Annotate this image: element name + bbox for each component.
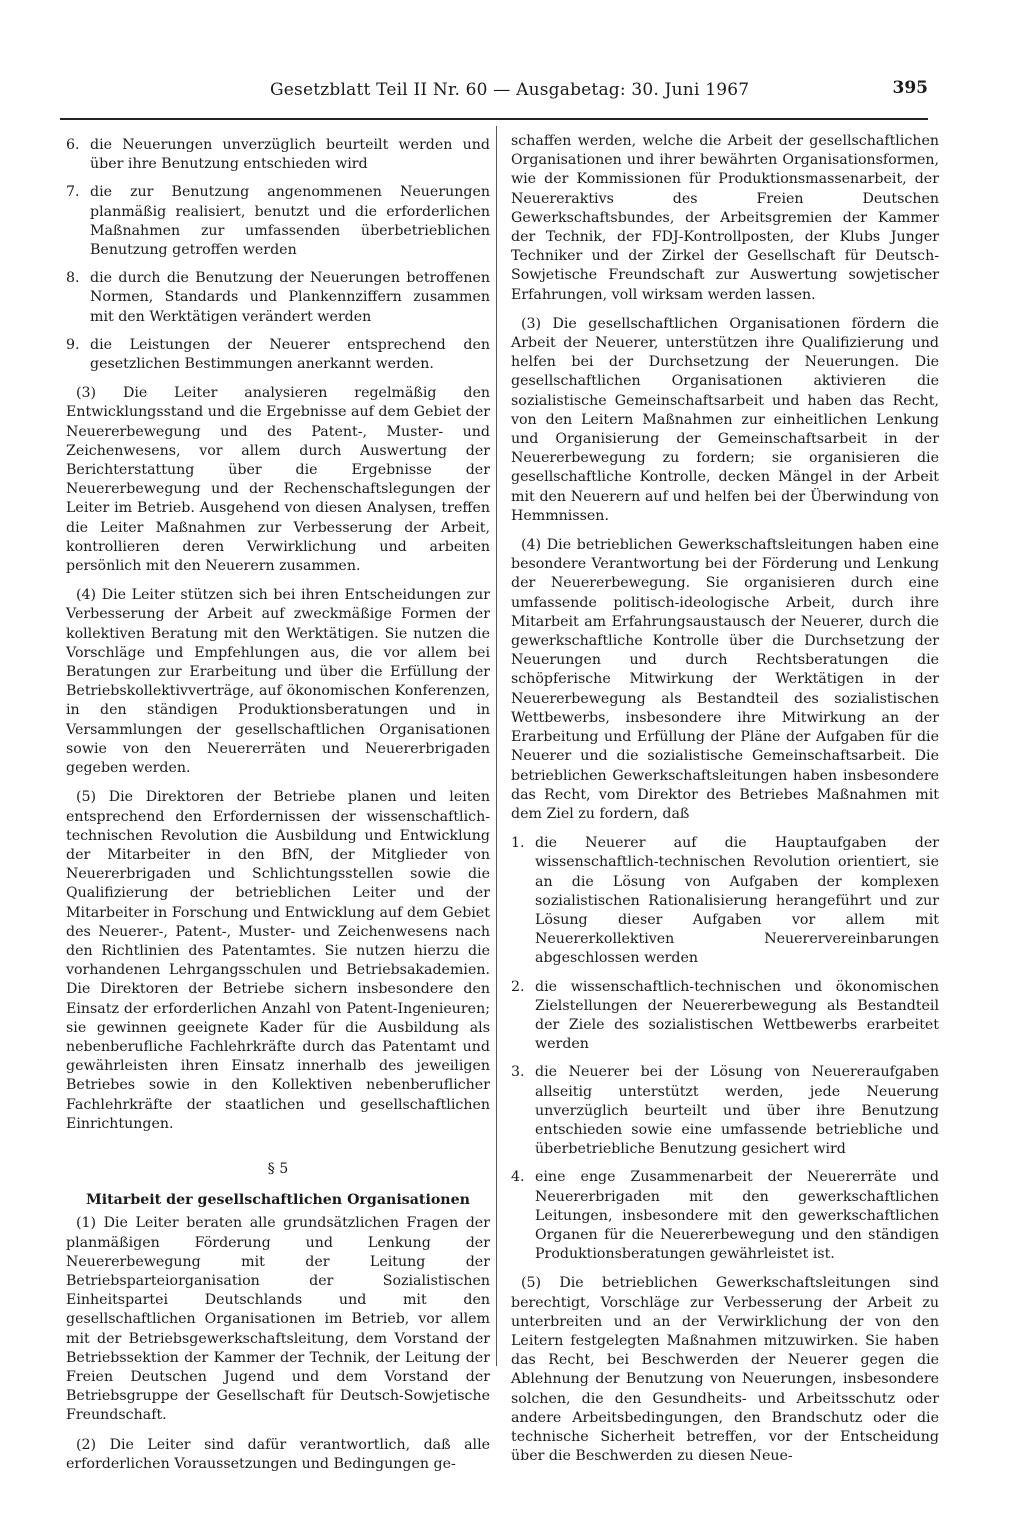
header-title: Gesetzblatt Teil II Nr. 60 — Ausgabetag: 30. Juni 1967 [270, 80, 750, 100]
item-number: 1. [511, 835, 525, 852]
item-number: 2. [511, 978, 525, 995]
section-paragraph-4: (4) Die betrieblichen Gewerkschaftsleitungen haben eine besondere Verantwortung bei der Förderung und Lenkung der Neuererbewegung. Sie organisieren durch eine umfassende politisch-ideologische Arbeit, durch ihre Mitarbeit am Erfahrungsaustausch der Neuerer, durch die gewerkschaftliche Kontrolle über die Durchsetzung der Neuerungen und durch Rechtsberatungen die schöpferische Mitwirkung der Werktätigen in der Neuererbewegung als Bestandteil des sozialistischen Wettbewerbs, insbesondere ihre Mitwirkung an der Erarbeitung und Erfüllung der Pläne der Aufgaben für die Neuerer und die sozialistische Gemeinschaftsarbeit. Die betrieblichen Gewerkschaftsleitungen haben insbesondere das Recht, vom Direktor des Betriebes Maßnahmen mit dem Ziel zu fordern, daß [511, 537, 939, 822]
item-text: eine enge Zusammenarbeit der Neuererräte und Neuererbrigaden mit den gewerkschaftlichen Leitungen, insbesondere mit den gewerkschaftlichen Organen für die Neuererbewegung und den ständigen Produktionsberatungen gewährleistet ist. [535, 1169, 939, 1263]
list-item [511, 1168, 939, 1264]
column-divider [496, 126, 497, 1366]
item-text: die Neuerer bei der Lösung von Neuereraufgaben allseitig unterstützt werden, jede Neuerung unverzüglich beurteilt und über ihre Benutzung entschieden sowie eine umfassende betriebliche und überbetriebliche Benutzung gesichert wird [535, 1064, 939, 1158]
item-text: die zur Benutzung angenommenen Neuerungen planmäßig realisiert, benutzt und die erforderlichen Maßnahmen zur umfassenden überbetrieblichen Benutzung getroffen werden [90, 184, 490, 259]
page-number: 395 [892, 78, 928, 98]
left-item-list [66, 136, 490, 374]
item-number: 6. [66, 137, 80, 153]
list-item [66, 136, 490, 174]
item-text: die wissenschaftlich-technischen und ökonomischen Zielstellungen der Neuererbewegung als Bestandteil der Ziele des sozialistischen Wettbewerbs erarbeitet werden [535, 978, 939, 1053]
item-number: 9. [66, 336, 80, 353]
section-title: Mitarbeit der gesellschaftlichen Organisationen [86, 1192, 470, 1209]
section-paragraph-2: (2) Die Leiter sind dafür verantwortlich, daß alle erforderlichen Voraussetzungen und Bedingungen ge- [66, 1436, 490, 1472]
item-number: 3. [511, 1064, 525, 1081]
item-text: die durch die Benutzung der Neuerungen betroffenen Normen, Standards und Plankennziffern zusammen mit den Werktätigen verändert werden [90, 270, 490, 325]
list-item [66, 183, 490, 260]
list-item [66, 336, 490, 374]
section-paragraph-3: (3) Die gesellschaftlichen Organisationen fördern die Arbeit der Neuerer, unterstützen ihre Qualifizierung und helfen bei der Durchsetzung der Neuerungen. Die gesellschaftlichen Organisationen aktivieren die sozialistische Gemeinschaftsarbeit und haben das Recht, von den Leitern Maßnahmen zur einheitlichen Lenkung und Organisierung der Gemeinschaftsarbeit in der Neuererbewegung zu fordern; sie organisieren die gesellschaftliche Kontrolle, decken Mängel in der Arbeit mit den Neuerern auf und helfen bei der Überwindung von Hemmnissen. [511, 315, 939, 524]
item-number: 4. [511, 1169, 525, 1186]
item-text: die Neuerungen unverzüglich beurteilt werden und über ihre Benutzung entschieden wird [90, 137, 490, 173]
continued-paragraph: schaffen werden, welche die Arbeit der gesellschaftlichen Organisationen und ihrer bewährten Organisationsformen, wie der Kommissionen für Produktionsmassenarbeit, der Neuereraktivs des Freien Deutschen Gewerkschaftsbundes, der Arbeitsgremien der Kammer der Technik, der FDJ-Kontrollposten, der Klubs Junger Techniker und der Zirkel der Gesellschaft für Deutsch-Sowjetische Freundschaft zur Auswertung sowjetischer Erfahrungen, voll wirksam werden lassen. [511, 133, 939, 303]
paragraph-5: (5) Die Direktoren der Betriebe planen und leiten entsprechend den Erfordernissen der wissenschaftlich-technischen Revolution die Ausbildung und Entwicklung der Mitarbeiter in den BfN, der Mitglieder von Neuererbrigaden und Schlichtungsstellen sowie die Qualifizierung der betrieblichen Leiter und der Mitarbeiter in Forschung und Entwicklung auf dem Gebiet des Neuerer-, Patent-, Muster- und Zeichenwesens nach den Richtlinien des Patentamtes. Sie nutzen hierzu die vorhandenen Lehrgangsschulen und Betriebsakademien. Die Direktoren der Betriebe sichern insbesondere den Einsatz der erforderlichen Anzahl von Patent-Ingenieuren; sie gewinnen geeignete Kader für die Ausbildung als nebenberufliche Fachlehrkräfte durch das Patentamt und gewährleisten ihren Einsatz innerhalb des jeweiligen Betriebes sowie in den Kollektiven nebenberuflicher Fachlehrkräfte der staatlichen und gesellschaftlichen Einrichtungen. [66, 789, 490, 1132]
right-item-list [511, 834, 939, 1264]
paragraph-3: (3) Die Leiter analysieren regelmäßig den Entwicklungsstand und die Ergebnisse auf dem Gebiet der Neuererbewegung und des Patent-, Muster- und Zeichenwesens, vor allem durch Auswertung der Berichterstattung über die Ergebnisse der Neuererbewegung und der Rechenschaftslegungen der Leiter im Betrieb. Ausgehend von diesen Analysen, treffen die Leiter Maßnahmen zur Verbesserung der Arbeit, kontrollieren deren Verwirklichung und arbeiten persönlich mit den Neuerern zusammen. [66, 385, 491, 575]
right-column [511, 132, 939, 1476]
item-number: 7. [66, 184, 80, 201]
list-item [511, 834, 939, 968]
list-item [511, 978, 939, 1055]
section-number: § 5 [267, 1160, 289, 1177]
section-paragraph-1: (1) Die Leiter beraten alle grundsätzlichen Fragen der planmäßigen Förderung und Lenkung der Neuererbewegung mit der Leitung der Betriebsparteiorganisation der Sozialistischen Einheitspartei Deutschlands und mit den gesellschaftlichen Organisationen im Betrieb, vor allem mit der Betriebsgewerkschaftsleitung, dem Vorstand der Betriebssektion der Kammer der Technik, der Leitung der Freien Deutschen Jugend und dem Vorstand der Betriebsgruppe der Gesellschaft für Deutsch-Sowjetische Freundschaft. [66, 1215, 490, 1424]
header-rule [60, 118, 928, 120]
item-number: 8. [66, 270, 80, 287]
paragraph-4: (4) Die Leiter stützen sich bei ihren Entscheidungen zur Verbesserung der Arbeit auf zweckmäßige Formen der kollektiven Beratung mit den Werktätigen. Sie nutzen die Vorschläge und Empfehlungen aus, die vor allem bei Beratungen zur Erarbeitung und über die Erfüllung der Betriebskollektivverträge, auf ökonomischen Konferenzen, in den ständigen Produktionsberatungen und in Versammlungen der gesellschaftlichen Organisationen sowie von den Neuererräten und Neuererbrigaden gegeben werden. [66, 587, 490, 777]
page-header [60, 80, 928, 108]
item-text: die Leistungen der Neuerer entsprechend den gesetzlichen Bestimmungen anerkannt werden. [90, 336, 490, 373]
list-item [66, 269, 490, 327]
left-column [66, 136, 490, 1484]
section-paragraph-5: (5) Die betrieblichen Gewerkschaftsleitungen sind berechtigt, Vorschläge zur Verbesserung der Arbeit zu unterbreiten und an der Verwirklichung der von den Leitern festgelegten Maßnahmen mitzuwirken. Sie haben das Recht, bei Beschwerden der Neuerer gegen die Ablehnung der Benutzung von Neuerungen, insbesondere solchen, die den Gesundheits- und Arbeitsschutz oder andere Arbeitsbedingungen, den Brandschutz oder die technische Sicherheit betreffen, vor der Entscheidung über die Beschwerden zu diesen Neue- [511, 1275, 939, 1465]
list-item [511, 1063, 939, 1159]
item-text: die Neuerer auf die Hauptaufgaben der wissenschaftlich-technischen Revolution orientiert, sie an die Lösung von Aufgaben der komplexen sozialistischen Rationalisierung herangeführt und zur Lösung dieser Aufgaben vor allem mit Neuererkollektiven Neuerervereinbarungen abgeschlossen werden [535, 835, 939, 967]
